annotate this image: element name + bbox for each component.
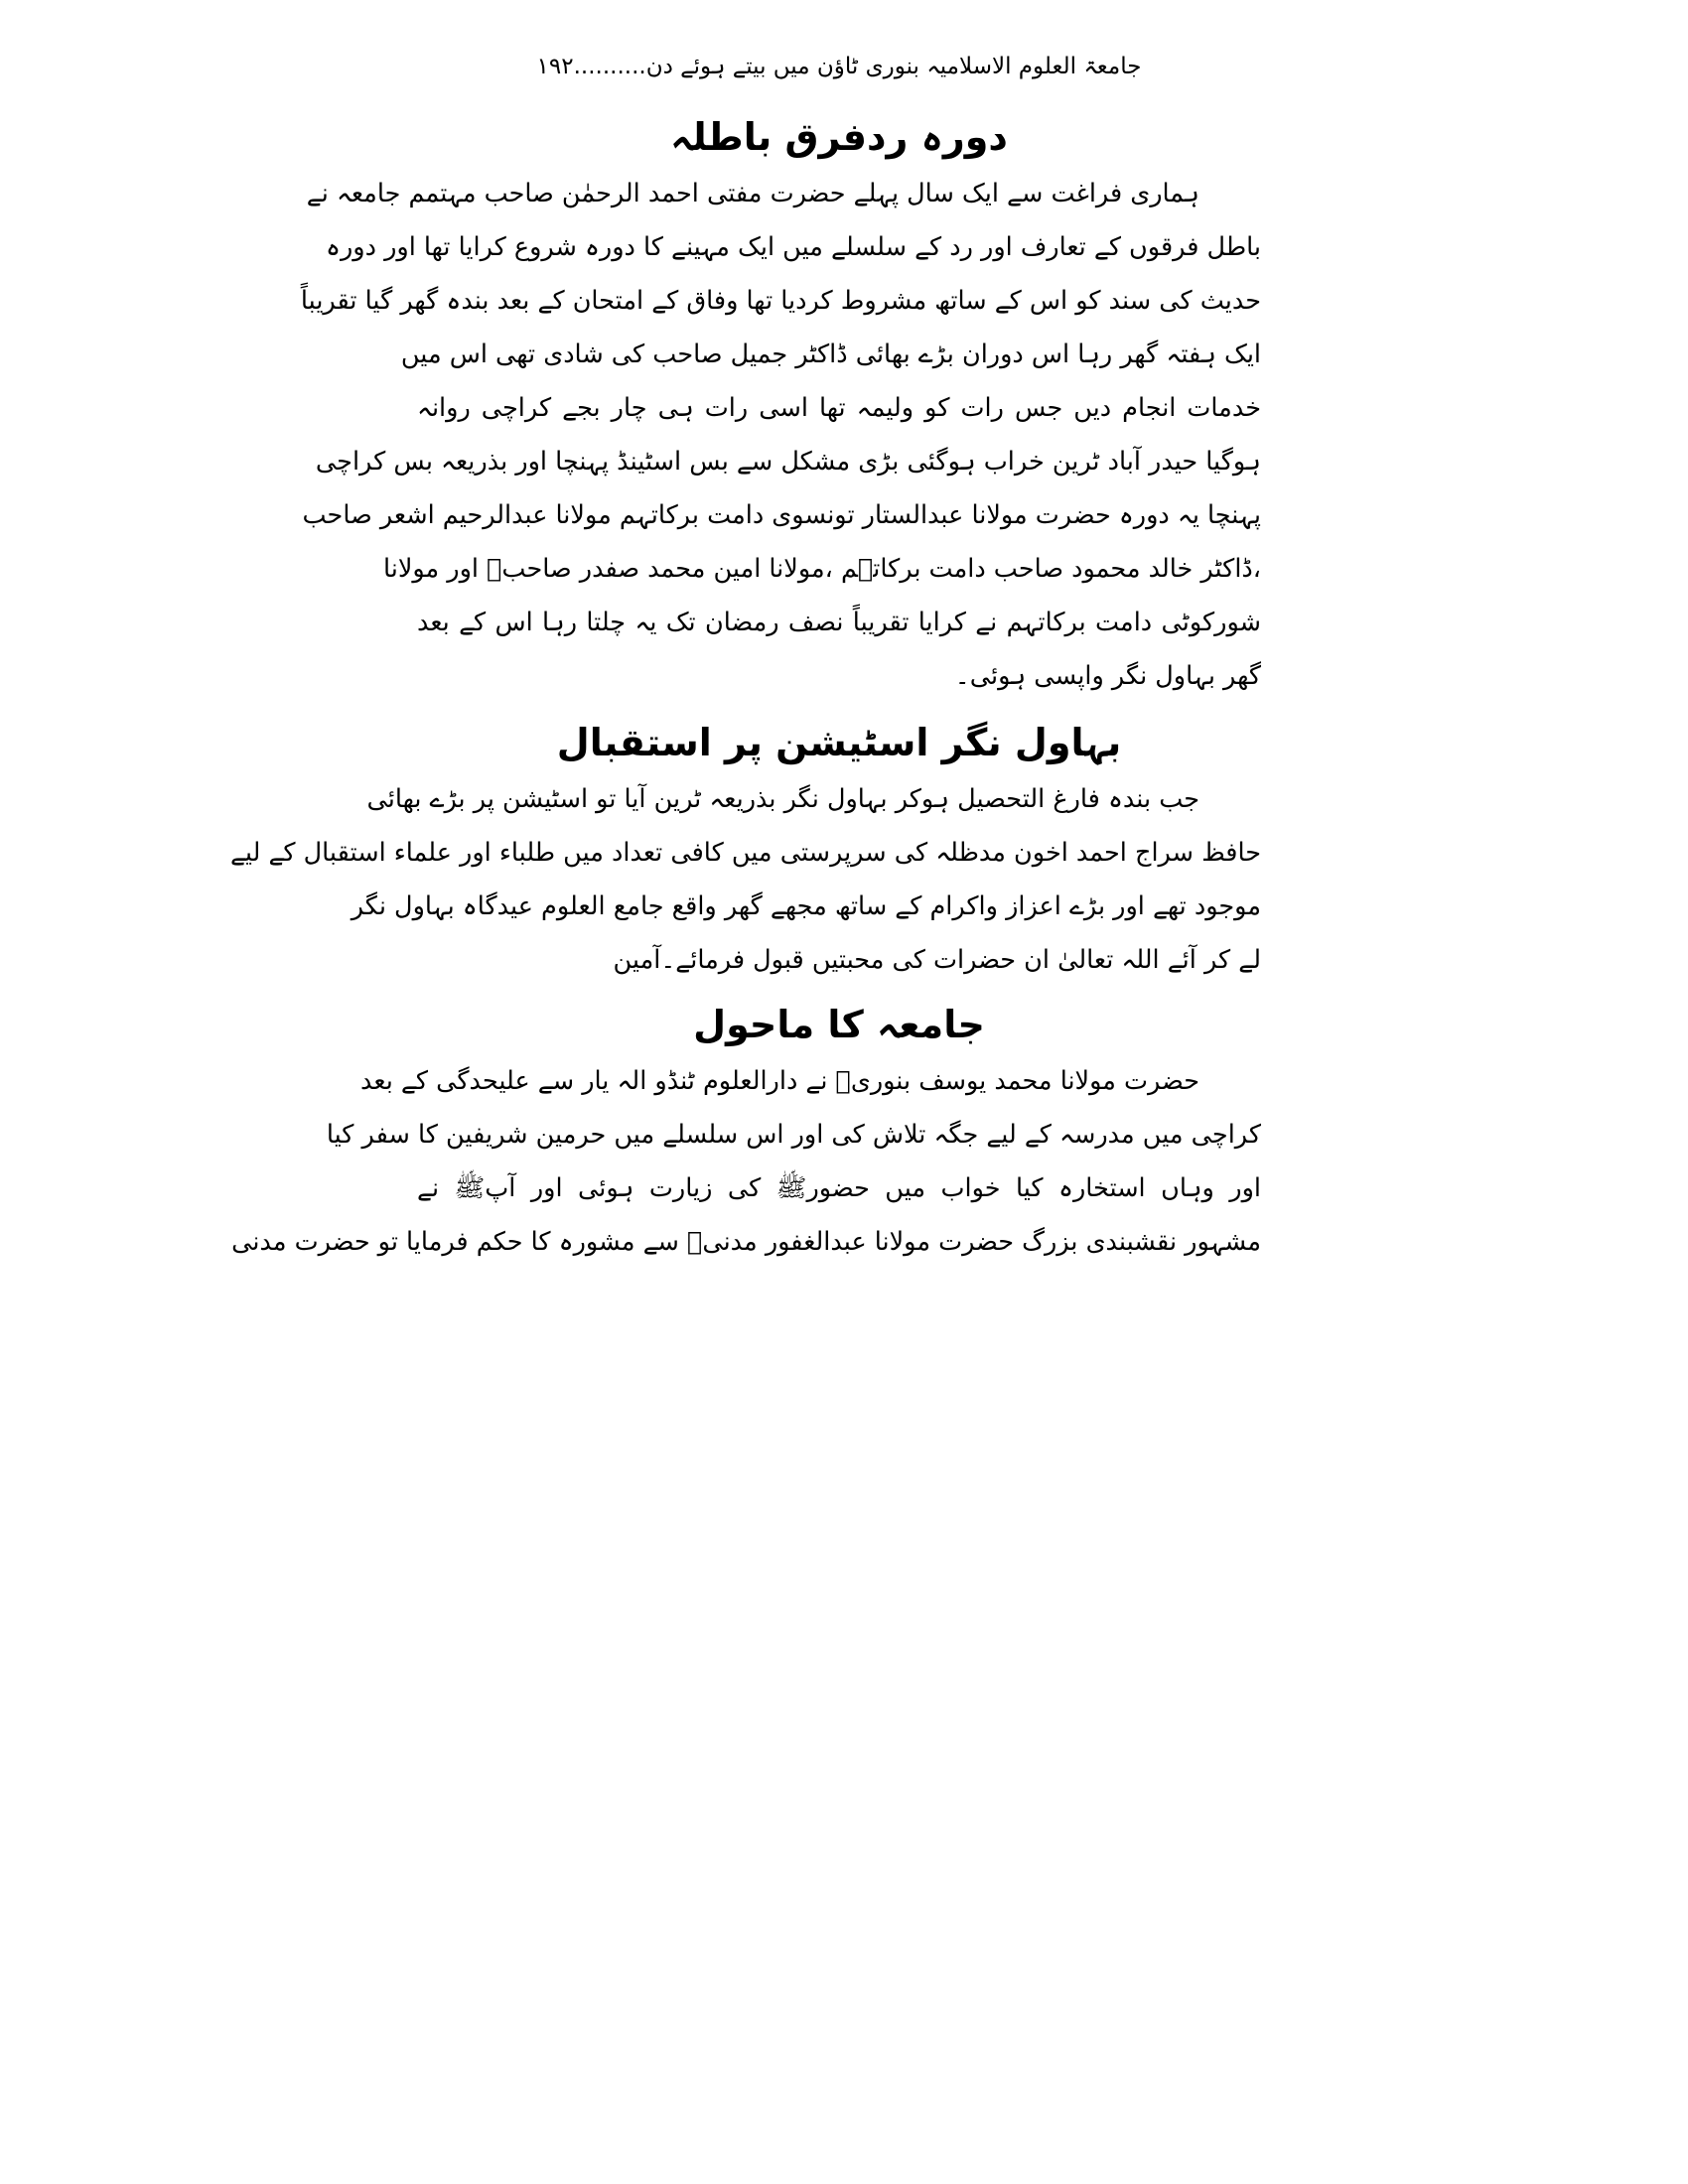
page-number: ۱۹۲ (536, 54, 574, 79)
running-header (417, 50, 1261, 89)
section-paragraph-jamia-ka-mahol (231, 1054, 1261, 1269)
paragraph-line: جب بندہ فارغ التحصیل ہوکر بہاول نگر بذریعہ ٹرین آیا تو اسٹیشن پر بڑے بھائی (366, 784, 1199, 814)
running-header-title: جامعۃ العلوم الاسلامیہ بنوری ٹاؤن میں بیتے ہوئے دن (645, 54, 1142, 79)
paragraph-line: شورکوٹی دامت برکاتہم نے کرایا تقریباً نصف رمضان تک یہ چلتا رہا اس کے بعد (417, 608, 1261, 637)
book-page (229, 50, 1261, 1269)
paragraph-line: خدمات انجام دیں جس رات کو ولیمہ تھا اسی رات ہی چار بجے کراچی روانہ (417, 393, 1261, 423)
paragraph-line: ہوگیا حیدر آباد ٹرین خراب ہوگئی بڑی مشکل سے بس اسٹینڈ پہنچا اور بذریعہ بس کراچی (315, 447, 1261, 477)
section-title-jamia-ka-mahol: جامعہ کا ماحول (693, 1003, 985, 1046)
paragraph-line: اور وہاں استخارہ کیا خواب میں حضورﷺ کی زیارت ہوئی اور آپﷺ نے (417, 1173, 1261, 1203)
paragraph-line: مشہور نقشبندی بزرگ حضرت مولانا عبدالغفور مدنیؒ سے مشورہ کا حکم فرمایا تو حضرت مدنی (231, 1227, 1261, 1257)
paragraph-line: حافظ سراج احمد اخون مدظلہ کی سرپرستی میں کافی تعداد میں طلباء اور علماء استقبال کے لیے (229, 838, 1261, 868)
paragraph-line: حدیث کی سند کو اس کے ساتھ مشروط کردیا تھا وفاق کے امتحان کے بعد بندہ گھر گیا تقریباً (300, 286, 1261, 316)
paragraph-line: حضرت مولانا محمد یوسف بنوریؒ نے دارالعلوم ٹنڈو الہ یار سے علیحدگی کے بعد (360, 1066, 1199, 1096)
running-header-dots: .......... (573, 54, 646, 79)
section-title-dora-radd-firaq: دورہ ردفرق باطلہ (670, 115, 1008, 159)
paragraph-line: پہنچا یہ دورہ حضرت مولانا عبدالستار تونسوی دامت برکاتہم مولانا عبدالرحیم اشعر صاحب (302, 500, 1261, 530)
paragraph-line: گھر بہاول نگر واپسی ہوئی۔ (954, 661, 1261, 691)
section-paragraph-station-istiqbal (229, 772, 1261, 987)
section-title-station-istiqbal: بہاول نگر اسٹیشن پر استقبال (556, 721, 1122, 764)
paragraph-line: ایک ہفتہ گھر رہا اس دوران بڑے بھائی ڈاکٹر جمیل صاحب کی شادی تھی اس میں (400, 340, 1261, 369)
section-paragraph-dora-radd-firaq (300, 167, 1261, 703)
paragraph-line: باطل فرقوں کے تعارف اور رد کے سلسلے میں ایک مہینے کا دورہ شروع کرایا تھا اور دورہ (326, 232, 1261, 262)
paragraph-line: کراچی میں مدرسہ کے لیے جگہ تلاش کی اور اس سلسلے میں حرمین شریفین کا سفر کیا (326, 1120, 1261, 1150)
paragraph-line: ہماری فراغت سے ایک سال پہلے حضرت مفتی احمد الرحمٰن صاحب مہتمم جامعہ نے (306, 179, 1199, 208)
paragraph-line: موجود تھے اور بڑے اعزاز واکرام کے ساتھ مجھے گھر واقع جامع العلوم عیدگاہ بہاول نگر (351, 891, 1261, 921)
paragraph-line: ،ڈاکٹر خالد محمود صاحب دامت برکاتہم ،مولانا امین محمد صفدر صاحبؒ اور مولانا (382, 554, 1261, 584)
paragraph-line: لے کر آئے اللہ تعالیٰ ان حضرات کی محبتیں قبول فرمائے۔آمین (613, 945, 1261, 975)
